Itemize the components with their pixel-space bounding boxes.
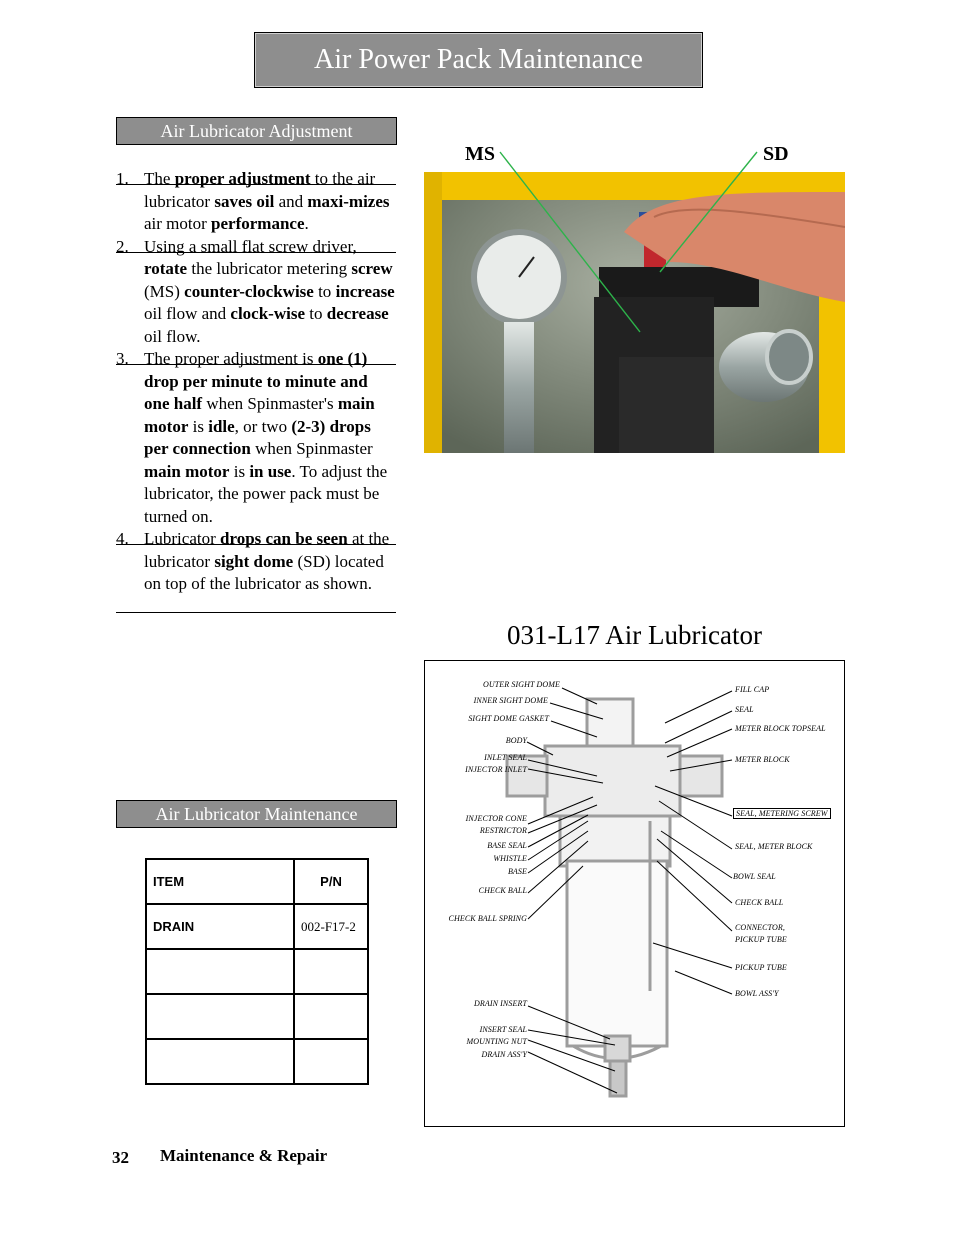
step-text: idle <box>208 416 235 436</box>
step-text: saves oil <box>214 191 275 211</box>
label-pickup-tube: PICKUP TUBE <box>735 963 787 972</box>
label-body: BODY <box>505 736 527 745</box>
label-mounting-nut: MOUNTING NUT <box>466 1037 527 1046</box>
step-text: to <box>305 304 327 323</box>
cell-pn <box>294 1039 368 1084</box>
cell-item <box>146 949 294 994</box>
maintenance-heading: Air Lubricator Maintenance <box>116 800 397 828</box>
step-text: decrease <box>326 304 389 323</box>
label-bowl-seal: BOWL SEAL <box>733 872 776 881</box>
parts-table <box>145 858 369 1085</box>
step-text: when Spinmaster's <box>202 394 338 413</box>
step-text: the lubricator metering <box>187 259 352 278</box>
diagram-title: 031-L17 Air Lubricator <box>507 620 762 650</box>
step-text: (SD) located on top of the lubricator as shown. <box>144 551 384 593</box>
table-row <box>146 994 368 1039</box>
label-seal-meter-block: SEAL, METER BLOCK <box>735 842 813 851</box>
label-fill-cap: FILL CAP <box>735 685 770 694</box>
step-number: 3. <box>116 349 129 368</box>
label-restrictor: RESTRICTOR <box>479 826 527 835</box>
adjustment-heading: Air Lubricator Adjustment <box>116 117 397 145</box>
cell-pn <box>294 994 368 1039</box>
label-injector-cone: INJECTOR CONE <box>465 814 527 823</box>
label-meter-block: METER BLOCK <box>735 755 790 764</box>
step-number: 4. <box>116 529 129 548</box>
step-number: 1. <box>116 169 129 188</box>
cell-pn <box>294 949 368 994</box>
step-text: increase <box>335 281 395 301</box>
step-text: oil flow and <box>144 304 231 323</box>
step-text: (MS) <box>144 281 185 301</box>
label-bowl-assy: BOWL ASS'Y <box>735 989 779 998</box>
label-inlet-seal: INLET SEAL <box>484 753 527 762</box>
step-text: to the air lubricator <box>144 169 376 211</box>
step-text: and <box>274 191 308 211</box>
cell-item <box>146 994 294 1039</box>
table-row <box>146 904 368 949</box>
label-check-ball-spring: CHECK BALL SPRING <box>448 914 527 923</box>
label-check-ball-right: CHECK BALL <box>735 898 784 907</box>
label-meter-block-topseal: METER BLOCK TOPSEAL <box>735 724 826 733</box>
cell-item: DRAIN <box>146 904 294 949</box>
label-drain-insert: DRAIN INSERT <box>474 999 527 1008</box>
label-inner-sight-dome: INNER SIGHT DOME <box>473 696 548 705</box>
lubricator-diagram <box>424 660 845 1127</box>
label-outer-sight-dome: OUTER SIGHT DOME <box>482 680 560 689</box>
step-text: one (1) drop per minute to minute and one half <box>144 349 368 413</box>
label-whistle: WHISTLE <box>493 854 527 863</box>
step-text: Using a small flat screw driver, <box>144 236 357 256</box>
step-text: air motor <box>144 214 212 233</box>
label-base-seal: BASE SEAL <box>487 841 527 850</box>
step-text: The proper adjustment is <box>144 349 318 368</box>
step-text: (2-3) drops per connection <box>144 416 371 458</box>
callout-ms: MS <box>465 143 495 165</box>
label-connector-pickup-tube: PICKUP TUBE <box>735 935 787 944</box>
step-text: screw <box>351 259 393 278</box>
header-pn: P/N <box>294 859 368 904</box>
step-number: 2. <box>116 236 129 256</box>
label-sight-dome-gasket: SIGHT DOME GASKET <box>468 714 549 723</box>
step-text: rotate <box>144 259 188 278</box>
label-base: BASE <box>507 867 527 876</box>
step-text: to <box>313 281 336 301</box>
footer-section: Maintenance & Repair <box>160 1146 328 1165</box>
label-insert-seal: INSERT SEAL <box>479 1025 527 1034</box>
label-check-ball: CHECK BALL <box>478 886 527 895</box>
step-text: The <box>144 169 175 188</box>
page-title: Air Power Pack Maintenance <box>314 44 643 75</box>
step-text: sight dome <box>214 551 294 571</box>
step-text: , or two <box>234 416 292 436</box>
step-text: when Spinmaster <box>250 439 373 458</box>
step-text: at the lubricator <box>144 529 390 571</box>
label-seal: SEAL <box>735 705 754 714</box>
step-text: . To adjust the lubricator, the power pack must be turned on. <box>144 461 388 526</box>
table-header-row <box>146 859 368 904</box>
step-text: performance <box>211 214 305 233</box>
table-row <box>146 1039 368 1084</box>
label-injector-inlet: INJECTOR INLET <box>465 765 527 774</box>
step-text: in use <box>249 461 292 481</box>
step-text: oil flow. <box>144 326 201 346</box>
step-text: . <box>304 214 309 233</box>
step-text: proper adjustment <box>174 169 311 188</box>
cell-pn: 002-F17-2 <box>294 904 368 949</box>
step-text: main motor <box>144 461 230 481</box>
step-text: counter-clockwise <box>184 281 314 301</box>
table-row <box>146 949 368 994</box>
label-seal-metering-screw: SEAL, METERING SCREW <box>733 808 831 819</box>
page-number: 32 <box>112 1148 129 1167</box>
cell-item <box>146 1039 294 1084</box>
label-drain-assy: DRAIN ASS'Y <box>481 1050 527 1059</box>
step-text: Lubricator <box>144 529 220 548</box>
step-text: maxi-mizes <box>307 191 390 211</box>
step-text: main motor <box>144 394 375 436</box>
step-text: is <box>229 461 250 481</box>
step-text: clock-wise <box>230 304 305 323</box>
header-item: ITEM <box>146 859 294 904</box>
step-text: drops can be seen <box>220 529 348 548</box>
label-connector: CONNECTOR, <box>735 923 785 932</box>
callout-sd: SD <box>763 143 789 165</box>
step-text: is <box>188 416 209 436</box>
